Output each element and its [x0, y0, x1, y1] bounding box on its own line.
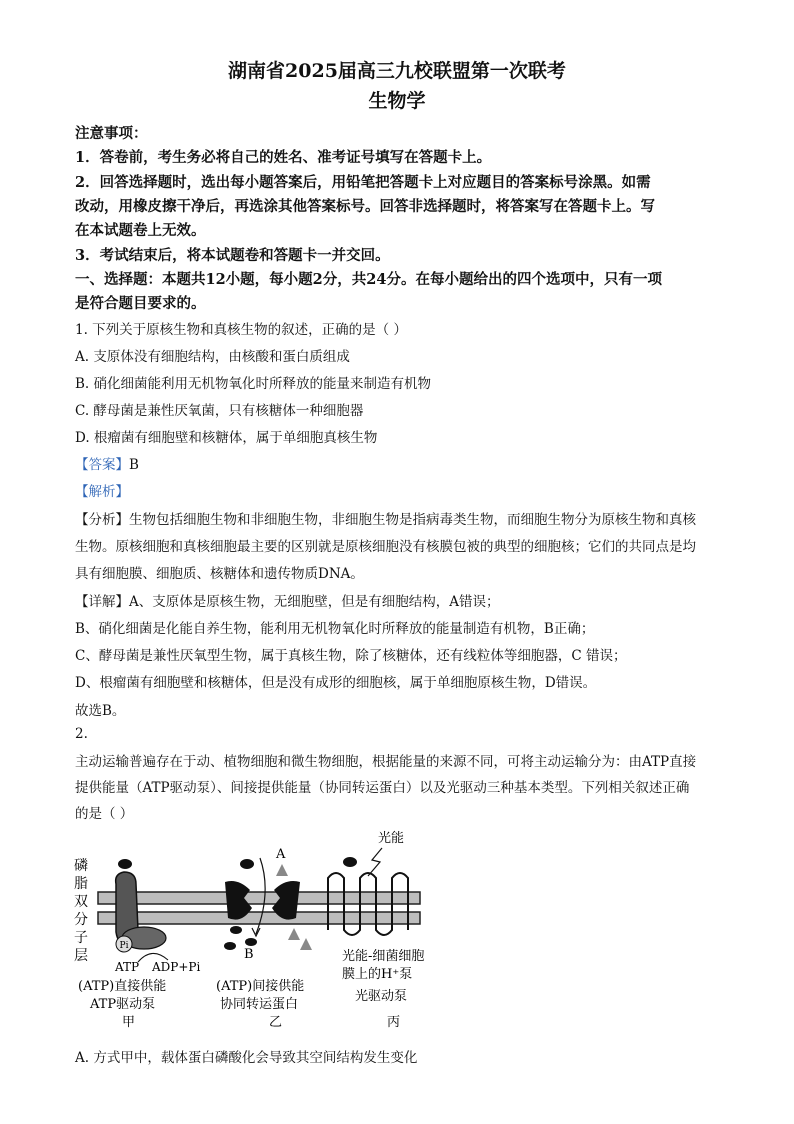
- q2-number: 2.: [75, 726, 88, 742]
- q1-detail-line: 【详解】A、支原体是原核生物，无细胞壁，但是有细胞结构，A错误；: [75, 594, 500, 610]
- light-arrow: [368, 848, 382, 876]
- q1-analysis-line: 具有细胞膜、细胞质、核糖体和遗传物质DNA。: [75, 566, 364, 582]
- membrane-label-char: 分: [74, 912, 88, 928]
- type-yi-line3: 乙: [269, 1015, 283, 1030]
- answer-tag: 【答案】: [75, 457, 129, 473]
- mark-b: B: [244, 947, 254, 962]
- q2-option-a: A. 方式甲中，载体蛋白磷酸化会导致其空间结构发生变化: [75, 1050, 418, 1066]
- exam-subject: 生物学: [368, 90, 426, 112]
- type-jia-line2: ATP驱动泵: [90, 997, 156, 1012]
- q1-analysis-line: 【分析】生物包括细胞生物和非细胞生物，非细胞生物是指病毒类生物，而细胞生物分为原核生物和真核: [75, 512, 696, 528]
- type-jia-line3: 甲: [122, 1015, 136, 1030]
- section-heading: 一、选择题：本题共12小题，每小题2分，共24分。在每小题给出的四个选项中，只有一项: [75, 271, 662, 288]
- arrowhead: [252, 928, 260, 936]
- solute-particle: [343, 857, 357, 867]
- solute-b: [300, 938, 312, 950]
- membrane-label-char: 子: [74, 930, 88, 946]
- q1-option-c: C. 酵母菌是兼性厌氧菌，只有核糖体一种细胞器: [75, 403, 364, 419]
- notice-item-2-cont: 在本试题卷上无效。: [75, 222, 206, 239]
- notice-heading: 注意事项：: [75, 125, 148, 142]
- notice-item-2: 2．回答选择题时，选出每小题答案后，用铅笔把答题卡上对应题目的答案标号涂黑。如需: [75, 174, 651, 191]
- q1-stem: 1. 下列关于原核生物和真核生物的叙述，正确的是（ ）: [75, 322, 407, 338]
- answer-value: B: [129, 457, 139, 473]
- solute-particle: [224, 942, 236, 950]
- q1-detail-line: D、根瘤菌有细胞壁和核糖体，但是没有成形的细胞核，属于单细胞原核生物，D错误。: [75, 675, 597, 691]
- exam-title: 湖南省2025届高三九校联盟第一次联考: [228, 60, 566, 82]
- solute-particle: [240, 859, 254, 869]
- mark-a: A: [276, 847, 286, 862]
- q1-option-d: D. 根瘤菌有细胞壁和核糖体，属于单细胞真核生物: [75, 430, 378, 446]
- q2-stem-cont: 提供能量（ATP驱动泵）、间接提供能量（协同转运蛋白）以及光驱动三种基本类型。下列相关叙述正确: [75, 780, 690, 796]
- transport-figure: [60, 822, 460, 1037]
- notice-item-2-cont: 改动，用橡皮擦干净后，再选涂其他答案标号。回答非选择题时，将答案写在答题卡上。写: [75, 198, 655, 215]
- solute-b: [288, 928, 300, 940]
- q1-conclusion: 故选B。: [75, 703, 126, 719]
- q1-detail-line: C、酵母菌是兼性厌氧型生物，属于真核生物，除了核糖体，还有线粒体等细胞器，C 错误；: [75, 648, 627, 664]
- membrane-label-char: 双: [74, 894, 88, 910]
- q1-detail-line: B、硝化细菌是化能自养生物，能利用无机物氧化时所释放的能量制造有机物，B正确；: [75, 621, 595, 637]
- solute-a: [276, 864, 288, 876]
- membrane-label-char: 磷: [74, 858, 88, 874]
- membrane-upper: [98, 892, 420, 904]
- membrane-lower: [98, 912, 420, 924]
- adp-label: ADP+Pi: [152, 960, 201, 974]
- solute-particle: [230, 926, 242, 934]
- type-bing-line1: 光能-细菌细胞: [342, 949, 425, 964]
- solute-particle: [245, 938, 257, 946]
- type-bing-line3: 光驱动泵: [355, 989, 408, 1004]
- q1-analysis-line: 生物。原核细胞和真核细胞最主要的区别就是原核细胞没有核膜包被的典型的细胞核；它们的共同点是均: [75, 539, 696, 555]
- type-bing-line2: 膜上的H⁺泵: [342, 967, 413, 982]
- q1-option-a: A. 支原体没有细胞结构，由核酸和蛋白质组成: [75, 349, 350, 365]
- q2-stem-cont: 的是（ ）: [75, 806, 134, 822]
- q1-option-b: B. 硝化细菌能利用无机物氧化时所释放的能量来制造有机物: [75, 376, 432, 392]
- solute-particle: [118, 859, 132, 869]
- light-label: 光能: [378, 831, 405, 846]
- section-heading-cont: 是符合题目要求的。: [75, 295, 206, 312]
- membrane-label-char: 层: [74, 948, 88, 964]
- type-yi-line2: 协同转运蛋白: [220, 997, 299, 1012]
- notice-item-3: 3．考试结束后，将本试题卷和答题卡一并交回。: [75, 247, 390, 264]
- phosphate-label: Pi: [119, 941, 129, 951]
- atp-label: ATP: [115, 960, 140, 974]
- type-bing-line4: 丙: [387, 1015, 401, 1030]
- type-jia-line1: (ATP)直接供能: [78, 979, 167, 994]
- q1-analysis-tag: 【解析】: [75, 484, 129, 500]
- q2-stem: 主动运输普遍存在于动、植物细胞和微生物细胞，根据能量的来源不同，可将主动运输分为：由ATP直接: [75, 754, 697, 770]
- q1-answer: [75, 453, 139, 473]
- membrane-label-char: 脂: [74, 876, 88, 892]
- notice-item-1: 1．答卷前，考生务必将自己的姓名、准考证号填写在答题卡上。: [75, 149, 492, 166]
- type-yi-line1: (ATP)间接供能: [216, 979, 305, 994]
